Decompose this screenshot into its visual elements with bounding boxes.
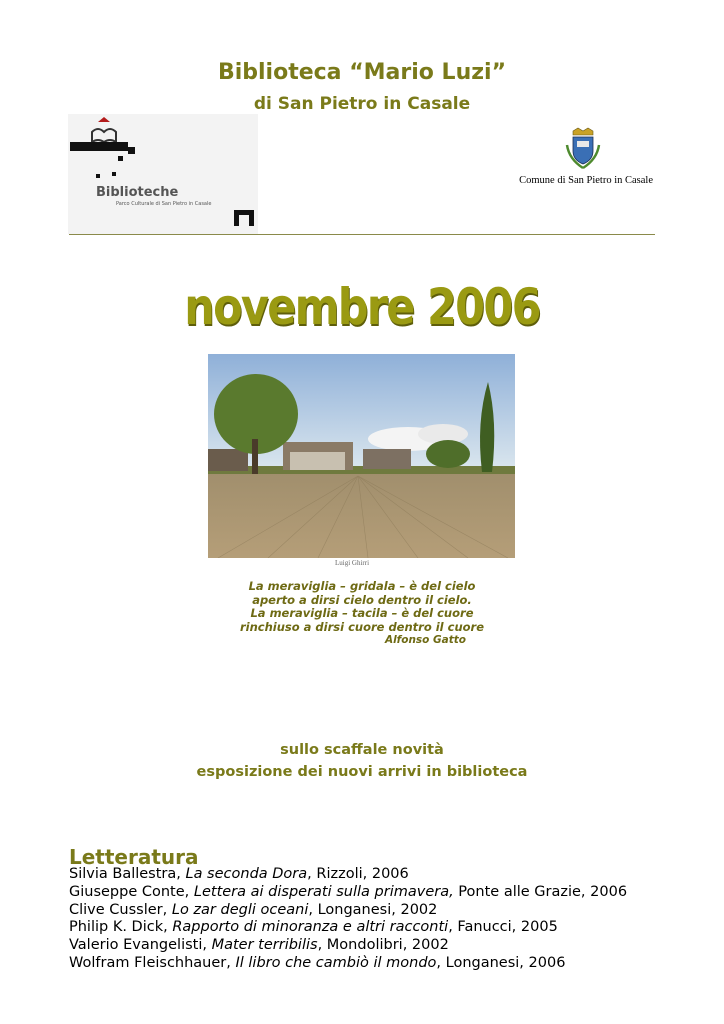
logo-tagline: Parco Culturale di San Pietro in Casale bbox=[116, 201, 212, 207]
section-heading: Letteratura bbox=[69, 845, 199, 869]
book-entry bbox=[69, 919, 627, 937]
book-entry bbox=[69, 884, 627, 902]
book-entry bbox=[69, 866, 627, 884]
landscape-photo bbox=[208, 354, 515, 558]
book-entry bbox=[69, 955, 627, 973]
logo-name: Biblioteche bbox=[96, 185, 179, 200]
book-entry bbox=[69, 902, 627, 920]
book-publisher: , Rizzoli, 2006 bbox=[307, 866, 409, 882]
poem-author: Alfonso Gatto bbox=[384, 634, 466, 646]
biblioteche-logo bbox=[68, 114, 258, 234]
book-title: Lettera ai disperati sulla primavera, bbox=[193, 883, 454, 900]
book-entry bbox=[69, 937, 627, 955]
book-author: Giuseppe Conte, bbox=[69, 883, 194, 900]
poem-quote bbox=[236, 580, 488, 648]
library-subtitle: di San Pietro in Casale bbox=[253, 94, 471, 114]
poem-line: La meraviglia – gridala – è del cielo bbox=[248, 579, 476, 593]
book-publisher: , Mondolibri, 2002 bbox=[317, 937, 449, 954]
poem-line: aperto a dirsi cielo dentro il cielo. bbox=[252, 592, 472, 607]
book-publisher: , Fanucci, 2005 bbox=[448, 919, 558, 936]
exhibit-subheading: esposizione dei nuovi arrivi in biblioteca bbox=[196, 764, 528, 780]
book-author: Philip K. Dick, bbox=[69, 919, 173, 936]
exhibit-heading: sullo scaffale novità bbox=[280, 742, 444, 758]
book-list bbox=[69, 866, 627, 973]
book-publisher: Ponte alle Grazie, 2006 bbox=[453, 883, 628, 900]
month-title: novembre 2006 bbox=[184, 278, 540, 336]
book-publisher: , Longanesi, 2002 bbox=[308, 901, 438, 918]
header-divider bbox=[69, 234, 655, 235]
poem-line: La meraviglia – tacila – è del cuore bbox=[250, 606, 474, 620]
photo-credit: Luigi Ghirri bbox=[335, 559, 370, 567]
book-author: Wolfram Fleischhauer, bbox=[69, 954, 236, 971]
book-title: Rapporto di minoranza e altri racconti bbox=[172, 919, 449, 936]
book-author: Silvia Ballestra, bbox=[69, 866, 186, 882]
book-publisher: , Longanesi, 2006 bbox=[436, 954, 566, 971]
book-author: Valerio Evangelisti, bbox=[69, 937, 212, 954]
book-author: Clive Cussler, bbox=[69, 901, 172, 918]
arch-icon bbox=[234, 210, 254, 226]
library-title: Biblioteca “Mario Luzi” bbox=[217, 60, 507, 85]
comune-label: Comune di San Pietro in Casale bbox=[519, 175, 653, 186]
poem-line: rinchiuso a dirsi cuore dentro il cuore bbox=[239, 619, 484, 634]
book-title: La seconda Dora bbox=[185, 866, 308, 882]
book-title: Mater terribilis bbox=[211, 937, 318, 954]
book-title: Lo zar degli oceani bbox=[171, 901, 309, 918]
coat-of-arms-icon bbox=[564, 127, 602, 173]
book-title: Il libro che cambiò il mondo bbox=[235, 954, 437, 971]
